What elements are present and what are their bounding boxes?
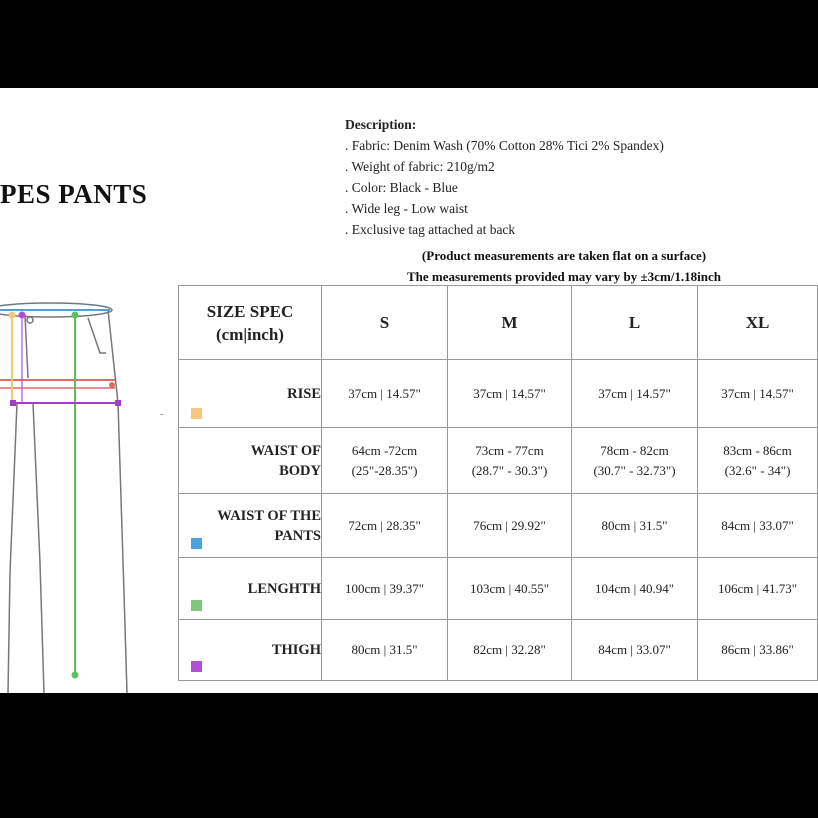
size-spec-header	[179, 286, 322, 360]
pants-outline	[0, 303, 127, 693]
size-spec-unit: (cm|inch)	[216, 324, 284, 344]
description-line-tag: . Exclusive tag attached at back	[345, 222, 516, 237]
size-spec-title: SIZE SPEC	[206, 301, 294, 321]
cell-cm: 73cm - 77cm	[475, 442, 544, 458]
thigh-color-swatch	[191, 661, 202, 672]
table-row-thigh	[179, 620, 818, 681]
table-cell	[698, 428, 818, 494]
row-label-rise	[179, 360, 322, 428]
row-label-length	[179, 558, 322, 620]
size-spec-table	[178, 285, 818, 681]
table-cell: 37cm | 14.57"	[572, 360, 698, 428]
description-line-fabric: . Fabric: Denim Wash (70% Cotton 28% Tici 2% Spandex)	[345, 138, 664, 153]
cell-inch: (30.7" - 32.73")	[593, 462, 676, 478]
note-variance: The measurements provided may vary by ±3cm/1.18inch	[407, 269, 721, 284]
row-label-waist-of-body	[179, 428, 322, 494]
length-color-swatch	[191, 600, 202, 611]
table-cell	[448, 428, 572, 494]
cell-inch: (25"-28.35")	[351, 462, 418, 478]
table-header-row	[179, 286, 818, 360]
separator-mark: -	[160, 409, 164, 420]
row-label-text: PANTS	[274, 527, 321, 544]
waist-color-swatch	[191, 538, 202, 549]
row-label-waist-of-pants	[179, 494, 322, 558]
cell-cm: 78cm - 82cm	[600, 442, 669, 458]
cell-inch: (32.6" - 34")	[724, 462, 791, 478]
cell-cm: 83cm - 86cm	[723, 442, 792, 458]
rise-color-swatch	[191, 408, 202, 419]
description-line-fit: . Wide leg - Low waist	[345, 201, 468, 216]
table-row-waist-of-body	[179, 428, 818, 494]
description-block	[345, 114, 664, 240]
table-cell: 76cm | 29.92"	[448, 494, 572, 558]
row-label-text: RISE	[287, 385, 321, 402]
cell-inch: (28.7" - 30.3")	[471, 462, 548, 478]
size-header-l: L	[572, 286, 698, 360]
table-cell: 106cm | 41.73"	[698, 558, 818, 620]
row-label-text: WAIST OF THE	[217, 507, 321, 524]
table-cell: 37cm | 14.57"	[322, 360, 448, 428]
note-flat: (Product measurements are taken flat on a surface)	[421, 248, 707, 263]
table-cell: 86cm | 33.86"	[698, 620, 818, 681]
row-label-text: WAIST OF	[250, 442, 321, 459]
measure-dots	[9, 312, 122, 679]
size-header-s: S	[322, 286, 448, 360]
table-cell	[322, 428, 448, 494]
table-cell: 80cm | 31.5"	[572, 494, 698, 558]
description-heading: Description:	[345, 117, 417, 132]
table-row-rise	[179, 360, 818, 428]
table-cell: 80cm | 31.5"	[322, 620, 448, 681]
row-label-text: LENGHTH	[247, 580, 321, 597]
table-cell: 37cm | 14.57"	[698, 360, 818, 428]
description-line-weight: . Weight of fabric: 210g/m2	[345, 159, 495, 174]
measure-lines	[0, 310, 118, 675]
pants-diagram	[0, 293, 175, 693]
table-cell: 84cm | 33.07"	[698, 494, 818, 558]
table-cell: 104cm | 40.94"	[572, 558, 698, 620]
table-cell: 72cm | 28.35"	[322, 494, 448, 558]
row-label-text: THIGH	[271, 642, 321, 658]
table-cell	[572, 428, 698, 494]
description-line-color: . Color: Black - Blue	[345, 180, 458, 195]
table-cell: 84cm | 33.07"	[572, 620, 698, 681]
table-row-length	[179, 558, 818, 620]
size-chart-sheet	[0, 88, 818, 693]
row-label-text: BODY	[279, 462, 321, 479]
table-cell: 100cm | 39.37"	[322, 558, 448, 620]
size-header-xl: XL	[698, 286, 818, 360]
table-cell: 37cm | 14.57"	[448, 360, 572, 428]
table-cell: 82cm | 32.28"	[448, 620, 572, 681]
cell-cm: 64cm -72cm	[351, 442, 418, 458]
size-header-m: M	[448, 286, 572, 360]
table-row-waist-of-pants	[179, 494, 818, 558]
row-label-thigh	[179, 620, 322, 681]
measurement-notes	[330, 245, 798, 287]
table-cell: 103cm | 40.55"	[448, 558, 572, 620]
product-title: PES PANTS	[0, 179, 148, 209]
